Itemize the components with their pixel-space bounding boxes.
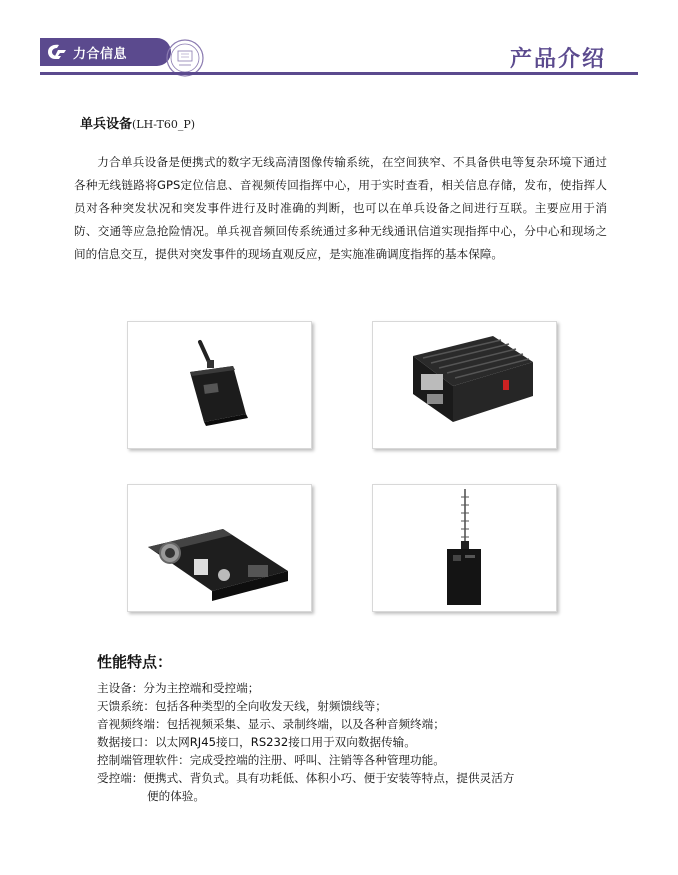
feature-item: 主设备：分为主控端和受控端； <box>97 681 260 695</box>
features-title: 性能特点： <box>97 653 173 671</box>
company-logo <box>40 38 171 66</box>
intro-paragraph: 力合单兵设备是便携式的数字无线高清图像传输系统，在空间狭窄、不具备供电等复杂环境下通过各种无线链路将GPS定位信息、音视频传回指挥中心，用于实时查看，相关信息存储，发布，使指挥人员对各种突发状况和突发事件进行及时准确的判断，也可以在单兵设备之间进行互联。主要应用于消防、交通等应急抢险情况。单兵视音频回传系统通过多种无线通讯信道实现指挥中心，分中心和现场之间的信息交互，提供对突发事件的现场直观反应，是实施准确调度指挥的基本保障。 <box>74 155 607 261</box>
device-photo-tall-antenna <box>372 484 557 612</box>
feature-item: 音视频终端：包括视频采集、显示、录制终端，以及各种音频终端； <box>97 717 445 731</box>
feature-item: 控制端管理软件：完成受控端的注册、呼叫、注销等各种管理功能。 <box>97 753 445 767</box>
product-model: (LH-T60_P) <box>132 118 196 131</box>
logo-text: 力合信息 <box>73 46 128 62</box>
feature-item-text: 受控端：便携式、背负式。具有功耗低、体积小巧、便于安装等特点，提供灵活方 <box>97 771 515 785</box>
header-divider <box>40 72 638 75</box>
product-heading <box>80 113 195 132</box>
device-photo-connectors <box>127 484 312 612</box>
feature-item: 数据接口：以太网RJ45接口，RS232接口用于双向数据传输。 <box>97 735 416 749</box>
feature-item-continuation: 便的体验。 <box>147 789 205 803</box>
feature-item <box>97 769 597 805</box>
page-title: 产品介绍 <box>509 47 606 72</box>
feature-item: 天馈系统：包括各种类型的全向收发天线，射频馈线等； <box>97 699 387 713</box>
device-photo-antenna <box>127 321 312 449</box>
features-list <box>97 679 597 805</box>
device-photo-heatsink <box>372 321 557 449</box>
lihe-logo-icon <box>44 41 70 63</box>
product-name: 单兵设备 <box>80 117 133 132</box>
page-header <box>0 0 678 80</box>
